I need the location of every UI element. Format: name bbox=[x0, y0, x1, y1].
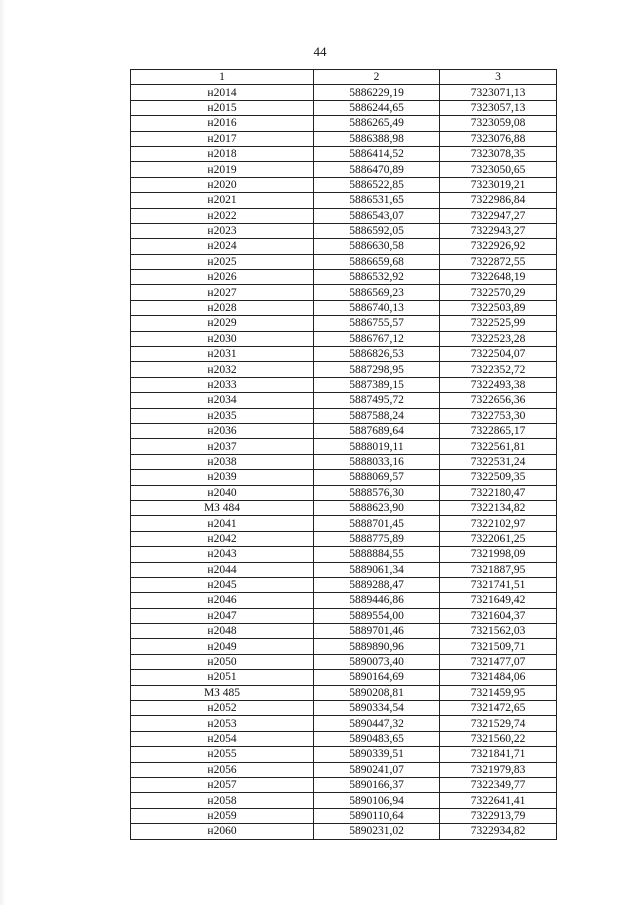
x-coordinate-cell: 5886630,58 bbox=[314, 239, 440, 254]
y-coordinate-cell: 7321484,06 bbox=[440, 670, 557, 685]
point-name-cell: н2029 bbox=[131, 316, 314, 331]
table-body bbox=[131, 85, 557, 839]
table-row bbox=[131, 762, 557, 777]
table-row bbox=[131, 254, 557, 269]
x-coordinate-cell: 5888775,89 bbox=[314, 531, 440, 546]
x-coordinate-cell: 5888069,57 bbox=[314, 470, 440, 485]
x-coordinate-cell: 5888884,55 bbox=[314, 547, 440, 562]
table-row bbox=[131, 531, 557, 546]
table-row bbox=[131, 701, 557, 716]
x-coordinate-cell: 5887298,95 bbox=[314, 362, 440, 377]
table-row bbox=[131, 116, 557, 131]
x-coordinate-cell: 5889446,86 bbox=[314, 593, 440, 608]
x-coordinate-cell: 5886265,49 bbox=[314, 116, 440, 131]
point-name-cell: н2049 bbox=[131, 639, 314, 654]
y-coordinate-cell: 7321472,65 bbox=[440, 701, 557, 716]
scan-edge bbox=[0, 0, 6, 905]
x-coordinate-cell: 5887588,24 bbox=[314, 408, 440, 423]
x-coordinate-cell: 5890483,65 bbox=[314, 731, 440, 746]
y-coordinate-cell: 7321841,71 bbox=[440, 747, 557, 762]
point-name-cell: н2026 bbox=[131, 270, 314, 285]
x-coordinate-cell: 5889701,46 bbox=[314, 624, 440, 639]
x-coordinate-cell: 5886470,89 bbox=[314, 162, 440, 177]
table-row bbox=[131, 131, 557, 146]
x-coordinate-cell: 5887389,15 bbox=[314, 377, 440, 392]
point-name-cell: н2014 bbox=[131, 85, 314, 100]
point-name-cell: н2034 bbox=[131, 393, 314, 408]
table-row bbox=[131, 577, 557, 592]
point-name-cell: н2059 bbox=[131, 808, 314, 823]
point-name-cell: н2023 bbox=[131, 223, 314, 238]
y-coordinate-cell: 7323059,08 bbox=[440, 116, 557, 131]
table-row bbox=[131, 177, 557, 192]
point-name-cell: н2019 bbox=[131, 162, 314, 177]
point-name-cell: н2022 bbox=[131, 208, 314, 223]
x-coordinate-cell: 5890164,69 bbox=[314, 670, 440, 685]
y-coordinate-cell: 7322986,84 bbox=[440, 193, 557, 208]
point-name-cell: н2057 bbox=[131, 777, 314, 792]
column-header: 2 bbox=[314, 70, 440, 85]
y-coordinate-cell: 7322561,81 bbox=[440, 439, 557, 454]
point-name-cell: н2035 bbox=[131, 408, 314, 423]
x-coordinate-cell: 5886229,19 bbox=[314, 85, 440, 100]
y-coordinate-cell: 7322872,55 bbox=[440, 254, 557, 269]
point-name-cell: н2031 bbox=[131, 347, 314, 362]
point-name-cell: н2047 bbox=[131, 608, 314, 623]
y-coordinate-cell: 7322570,29 bbox=[440, 285, 557, 300]
x-coordinate-cell: 5886532,92 bbox=[314, 270, 440, 285]
x-coordinate-cell: 5890110,64 bbox=[314, 808, 440, 823]
point-name-cell: н2045 bbox=[131, 577, 314, 592]
y-coordinate-cell: 7323071,13 bbox=[440, 85, 557, 100]
point-name-cell: н2054 bbox=[131, 731, 314, 746]
table-row bbox=[131, 393, 557, 408]
y-coordinate-cell: 7321560,22 bbox=[440, 731, 557, 746]
point-name-cell: н2032 bbox=[131, 362, 314, 377]
table-row bbox=[131, 100, 557, 115]
x-coordinate-cell: 5890241,07 bbox=[314, 762, 440, 777]
y-coordinate-cell: 7322493,38 bbox=[440, 377, 557, 392]
table-row bbox=[131, 347, 557, 362]
table-row bbox=[131, 408, 557, 423]
y-coordinate-cell: 7322656,36 bbox=[440, 393, 557, 408]
point-name-cell: н2042 bbox=[131, 531, 314, 546]
x-coordinate-cell: 5890231,02 bbox=[314, 824, 440, 839]
y-coordinate-cell: 7322753,30 bbox=[440, 408, 557, 423]
point-name-cell: МЗ 485 bbox=[131, 685, 314, 700]
y-coordinate-cell: 7322865,17 bbox=[440, 423, 557, 438]
point-name-cell: н2041 bbox=[131, 516, 314, 531]
point-name-cell: н2052 bbox=[131, 701, 314, 716]
point-name-cell: н2046 bbox=[131, 593, 314, 608]
y-coordinate-cell: 7321604,37 bbox=[440, 608, 557, 623]
table-row bbox=[131, 747, 557, 762]
table-row bbox=[131, 485, 557, 500]
y-coordinate-cell: 7322352,72 bbox=[440, 362, 557, 377]
x-coordinate-cell: 5889288,47 bbox=[314, 577, 440, 592]
x-coordinate-cell: 5886740,13 bbox=[314, 300, 440, 315]
y-coordinate-cell: 7323076,88 bbox=[440, 131, 557, 146]
table-row bbox=[131, 270, 557, 285]
x-coordinate-cell: 5886755,57 bbox=[314, 316, 440, 331]
y-coordinate-cell: 7323057,13 bbox=[440, 100, 557, 115]
y-coordinate-cell: 7322180,47 bbox=[440, 485, 557, 500]
y-coordinate-cell: 7322913,79 bbox=[440, 808, 557, 823]
table-row bbox=[131, 239, 557, 254]
point-name-cell: н2037 bbox=[131, 439, 314, 454]
y-coordinate-cell: 7322926,92 bbox=[440, 239, 557, 254]
y-coordinate-cell: 7323078,35 bbox=[440, 146, 557, 161]
x-coordinate-cell: 5890208,81 bbox=[314, 685, 440, 700]
table-header bbox=[131, 70, 557, 85]
y-coordinate-cell: 7322943,27 bbox=[440, 223, 557, 238]
y-coordinate-cell: 7321562,03 bbox=[440, 624, 557, 639]
point-name-cell: н2025 bbox=[131, 254, 314, 269]
y-coordinate-cell: 7322134,82 bbox=[440, 500, 557, 515]
x-coordinate-cell: 5888623,90 bbox=[314, 500, 440, 515]
table-row bbox=[131, 208, 557, 223]
y-coordinate-cell: 7322531,24 bbox=[440, 454, 557, 469]
table-row bbox=[131, 547, 557, 562]
point-name-cell: н2051 bbox=[131, 670, 314, 685]
y-coordinate-cell: 7322349,77 bbox=[440, 777, 557, 792]
x-coordinate-cell: 5889890,96 bbox=[314, 639, 440, 654]
x-coordinate-cell: 5886244,65 bbox=[314, 100, 440, 115]
y-coordinate-cell: 7322947,27 bbox=[440, 208, 557, 223]
table-row bbox=[131, 300, 557, 315]
point-name-cell: н2058 bbox=[131, 793, 314, 808]
point-name-cell: н2017 bbox=[131, 131, 314, 146]
point-name-cell: н2030 bbox=[131, 331, 314, 346]
y-coordinate-cell: 7321979,83 bbox=[440, 762, 557, 777]
point-name-cell: н2039 bbox=[131, 470, 314, 485]
table-row bbox=[131, 777, 557, 792]
point-name-cell: н2053 bbox=[131, 716, 314, 731]
table-row bbox=[131, 824, 557, 839]
point-name-cell: н2028 bbox=[131, 300, 314, 315]
table-row bbox=[131, 316, 557, 331]
table-row bbox=[131, 454, 557, 469]
point-name-cell: н2050 bbox=[131, 654, 314, 669]
table-row bbox=[131, 423, 557, 438]
point-name-cell: н2043 bbox=[131, 547, 314, 562]
header-row bbox=[131, 70, 557, 85]
point-name-cell: н2038 bbox=[131, 454, 314, 469]
y-coordinate-cell: 7321998,09 bbox=[440, 547, 557, 562]
x-coordinate-cell: 5890339,51 bbox=[314, 747, 440, 762]
x-coordinate-cell: 5886659,68 bbox=[314, 254, 440, 269]
table-row bbox=[131, 193, 557, 208]
x-coordinate-cell: 5890073,40 bbox=[314, 654, 440, 669]
column-header: 1 bbox=[131, 70, 314, 85]
x-coordinate-cell: 5886414,52 bbox=[314, 146, 440, 161]
y-coordinate-cell: 7321477,07 bbox=[440, 654, 557, 669]
y-coordinate-cell: 7321459,95 bbox=[440, 685, 557, 700]
x-coordinate-cell: 5889554,00 bbox=[314, 608, 440, 623]
y-coordinate-cell: 7322525,99 bbox=[440, 316, 557, 331]
y-coordinate-cell: 7322503,89 bbox=[440, 300, 557, 315]
table-row bbox=[131, 608, 557, 623]
table-row bbox=[131, 146, 557, 161]
table-row bbox=[131, 685, 557, 700]
y-coordinate-cell: 7322509,35 bbox=[440, 470, 557, 485]
point-name-cell: н2044 bbox=[131, 562, 314, 577]
table-row bbox=[131, 562, 557, 577]
y-coordinate-cell: 7323050,65 bbox=[440, 162, 557, 177]
y-coordinate-cell: 7322102,97 bbox=[440, 516, 557, 531]
x-coordinate-cell: 5887495,72 bbox=[314, 393, 440, 408]
point-name-cell: н2015 bbox=[131, 100, 314, 115]
y-coordinate-cell: 7321887,95 bbox=[440, 562, 557, 577]
point-name-cell: н2016 bbox=[131, 116, 314, 131]
table-row bbox=[131, 439, 557, 454]
x-coordinate-cell: 5889061,34 bbox=[314, 562, 440, 577]
y-coordinate-cell: 7321509,71 bbox=[440, 639, 557, 654]
y-coordinate-cell: 7322061,25 bbox=[440, 531, 557, 546]
table-row bbox=[131, 808, 557, 823]
x-coordinate-cell: 5886522,85 bbox=[314, 177, 440, 192]
x-coordinate-cell: 5888019,11 bbox=[314, 439, 440, 454]
x-coordinate-cell: 5890106,94 bbox=[314, 793, 440, 808]
table-row bbox=[131, 516, 557, 531]
table-row bbox=[131, 331, 557, 346]
table-row bbox=[131, 670, 557, 685]
y-coordinate-cell: 7322641,41 bbox=[440, 793, 557, 808]
x-coordinate-cell: 5888033,16 bbox=[314, 454, 440, 469]
point-name-cell: н2055 bbox=[131, 747, 314, 762]
table-row bbox=[131, 654, 557, 669]
y-coordinate-cell: 7321529,74 bbox=[440, 716, 557, 731]
table-row bbox=[131, 793, 557, 808]
x-coordinate-cell: 5886826,53 bbox=[314, 347, 440, 362]
x-coordinate-cell: 5886767,12 bbox=[314, 331, 440, 346]
point-name-cell: н2036 bbox=[131, 423, 314, 438]
x-coordinate-cell: 5890447,32 bbox=[314, 716, 440, 731]
x-coordinate-cell: 5888701,45 bbox=[314, 516, 440, 531]
page-number: 44 bbox=[313, 44, 327, 59]
y-coordinate-cell: 7322523,28 bbox=[440, 331, 557, 346]
point-name-cell: н2048 bbox=[131, 624, 314, 639]
point-name-cell: н2060 bbox=[131, 824, 314, 839]
x-coordinate-cell: 5890166,37 bbox=[314, 777, 440, 792]
table-row bbox=[131, 285, 557, 300]
table-row bbox=[131, 624, 557, 639]
point-name-cell: н2024 bbox=[131, 239, 314, 254]
x-coordinate-cell: 5886592,05 bbox=[314, 223, 440, 238]
table-row bbox=[131, 500, 557, 515]
point-name-cell: н2040 bbox=[131, 485, 314, 500]
point-name-cell: н2018 bbox=[131, 146, 314, 161]
point-name-cell: н2020 bbox=[131, 177, 314, 192]
table-row bbox=[131, 377, 557, 392]
y-coordinate-cell: 7321649,42 bbox=[440, 593, 557, 608]
table-row bbox=[131, 85, 557, 100]
table-row bbox=[131, 593, 557, 608]
x-coordinate-cell: 5887689,64 bbox=[314, 423, 440, 438]
point-name-cell: МЗ 484 bbox=[131, 500, 314, 515]
table-row bbox=[131, 223, 557, 238]
column-header: 3 bbox=[440, 70, 557, 85]
point-name-cell: н2021 bbox=[131, 193, 314, 208]
table-row bbox=[131, 731, 557, 746]
x-coordinate-cell: 5886569,23 bbox=[314, 285, 440, 300]
point-name-cell: н2033 bbox=[131, 377, 314, 392]
table-row bbox=[131, 470, 557, 485]
x-coordinate-cell: 5886388,98 bbox=[314, 131, 440, 146]
table-row bbox=[131, 716, 557, 731]
table-row bbox=[131, 362, 557, 377]
y-coordinate-cell: 7321741,51 bbox=[440, 577, 557, 592]
table-row bbox=[131, 639, 557, 654]
y-coordinate-cell: 7323019,21 bbox=[440, 177, 557, 192]
point-name-cell: н2056 bbox=[131, 762, 314, 777]
y-coordinate-cell: 7322934,82 bbox=[440, 824, 557, 839]
y-coordinate-cell: 7322504,07 bbox=[440, 347, 557, 362]
point-name-cell: н2027 bbox=[131, 285, 314, 300]
x-coordinate-cell: 5886543,07 bbox=[314, 208, 440, 223]
x-coordinate-cell: 5886531,65 bbox=[314, 193, 440, 208]
table-row bbox=[131, 162, 557, 177]
x-coordinate-cell: 5888576,30 bbox=[314, 485, 440, 500]
coordinates-table bbox=[130, 69, 557, 840]
y-coordinate-cell: 7322648,19 bbox=[440, 270, 557, 285]
x-coordinate-cell: 5890334,54 bbox=[314, 701, 440, 716]
